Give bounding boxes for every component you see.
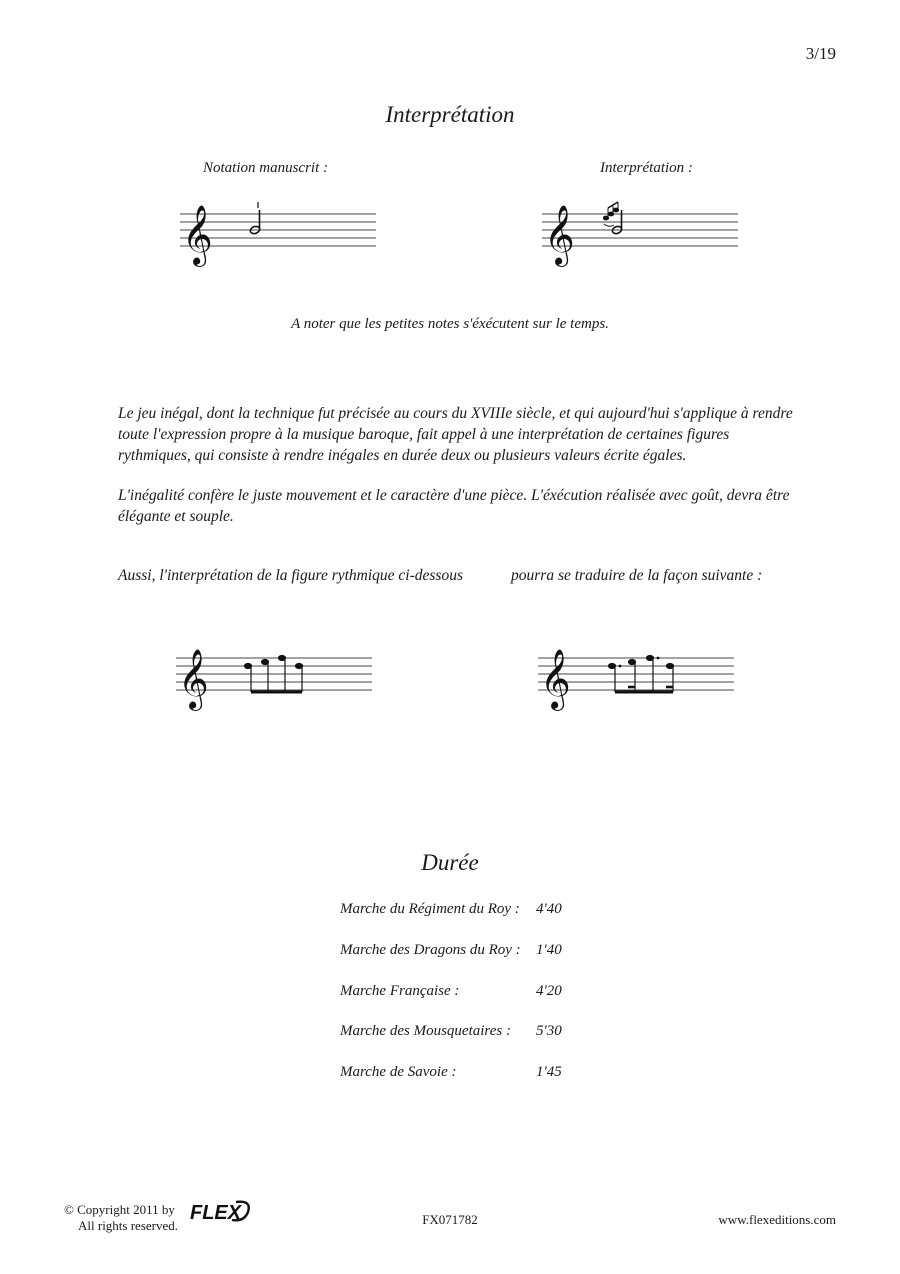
- duration-row: [340, 1064, 600, 1088]
- duration-name: Marche de Savoie :: [340, 1064, 457, 1080]
- duration-row: [340, 1023, 600, 1047]
- paragraph-aussi-right: pourra se traduire de la façon suivante :: [511, 567, 763, 584]
- website-link[interactable]: www.flexeditions.com: [718, 1212, 836, 1227]
- flex-logo-text: FLEX: [190, 1202, 242, 1224]
- treble-clef-icon: 𝄞: [178, 649, 209, 709]
- grace-note-remark: A noter que les petites notes s'éxécutent sur le temps.: [291, 316, 609, 332]
- duration-name: Marche du Régiment du Roy :: [340, 901, 520, 917]
- label-manuscript-notation: Notation manuscrit :: [203, 160, 329, 176]
- duration-time: 4'20: [536, 983, 562, 999]
- duration-name: Marche des Mousquetaires :: [340, 1023, 511, 1039]
- staff-interpretation: [540, 198, 740, 268]
- duration-row: [340, 983, 600, 1007]
- duration-time: 1'40: [536, 942, 562, 958]
- interpretation-title: Interprétation: [385, 102, 515, 127]
- paragraph-jeu-inegal: Le jeu inégal, dont la technique fut précisée au cours du XVIIIe siècle, et qui aujourd'hui s'applique à rendre toute l'expression propre à la musique baroque, fait appel à une interprétation de certaines figures rythmiques, qui consiste à rendre inégales en durée deux ou plusieurs valeurs écrite égales.: [118, 405, 793, 464]
- treble-clef-icon: 𝄞: [182, 205, 213, 265]
- duration-name: Marche Française :: [340, 983, 460, 999]
- staff-rhythm-written: [174, 642, 374, 712]
- paragraph-inegalite: L'inégalité confère le juste mouvement et le caractère d'une pièce. L'éxécution réalisée avec goût, devra être élégante et souple.: [118, 487, 790, 525]
- treble-clef-icon: 𝄞: [544, 205, 575, 265]
- paragraph-aussi-left: Aussi, l'interprétation de la figure rythmique ci-dessous: [118, 567, 463, 584]
- duration-time: 1'45: [536, 1064, 562, 1080]
- staff-rhythm-interpreted: [536, 642, 736, 712]
- duration-row: [340, 942, 600, 966]
- copyright-text: © Copyright 2011 by: [64, 1202, 175, 1217]
- label-interpretation: Interprétation :: [600, 160, 693, 176]
- staff-manuscript: [178, 198, 378, 268]
- treble-clef-icon: 𝄞: [540, 649, 571, 709]
- catalog-number: FX071782: [422, 1212, 478, 1227]
- duration-name: Marche des Dragons du Roy :: [340, 942, 521, 958]
- duration-time: 4'40: [536, 901, 562, 917]
- duration-row: [340, 901, 600, 925]
- rights-reserved: All rights reserved.: [78, 1218, 179, 1233]
- duree-title: Durée: [421, 850, 479, 875]
- page-number: 3/19: [805, 44, 836, 63]
- duration-time: 5'30: [536, 1023, 562, 1039]
